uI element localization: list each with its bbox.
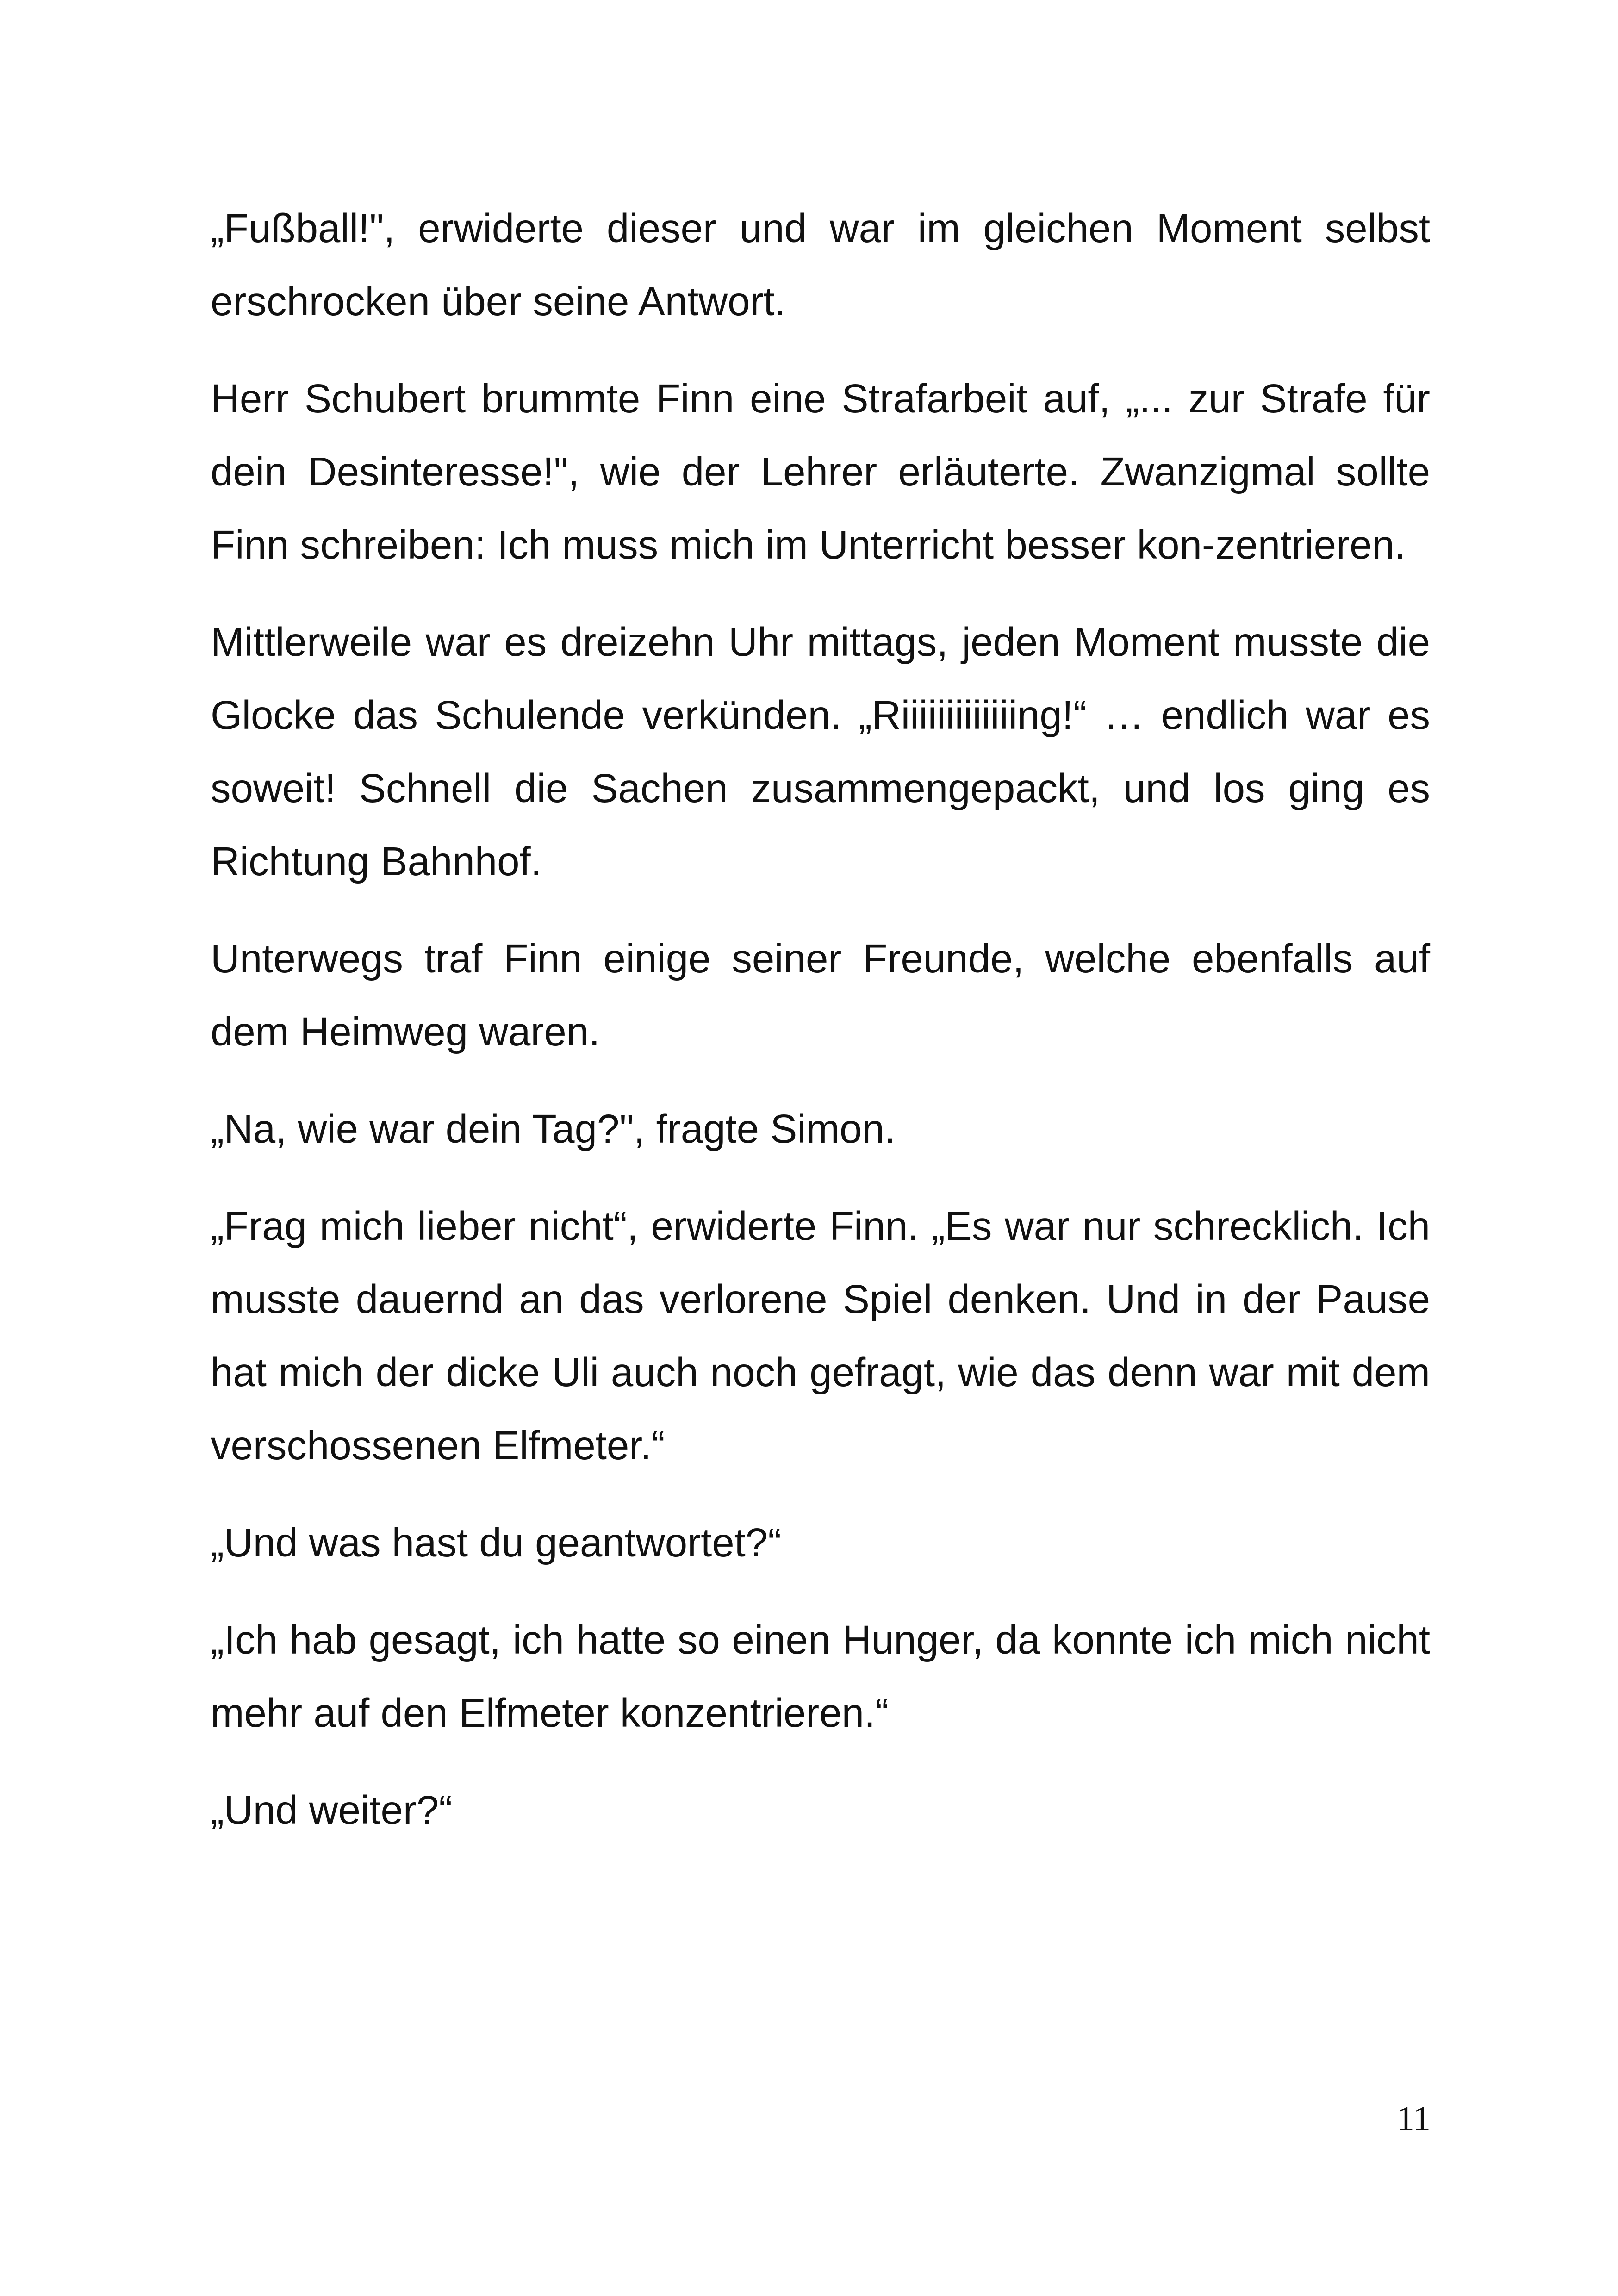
paragraph: „Frag mich lieber nicht“, erwiderte Finn. „Es war nur schrecklich. Ich musste dauernd an das verlorene Spiel denken. Und in der Pause hat mich der dicke Uli auch noch gefragt, wie das denn war mit dem verschossenen Elfmeter.“ [211,1204,1430,1468]
paragraph: Mittlerweile war es dreizehn Uhr mittags, jeden Moment musste die Glocke das Schulende verkünden. „Riiiiiiiiiiiiing!“ … endlich war es soweit! Schnell die Sachen zusammengepackt, und los ging es Richtung Bahnhof. [211,620,1430,884]
paragraph: Unterwegs traf Finn einige seiner Freunde, welche ebenfalls auf dem Heimweg waren. [211,936,1430,1054]
paragraph: „Na, wie war dein Tag?", fragte Simon. [211,1107,896,1151]
paragraph: „Und was hast du geantwortet?“ [211,1520,782,1565]
paragraph: „Fußball!", erwiderte dieser und war im gleichen Moment selbst erschrocken über seine Antwort. [211,206,1430,324]
page-number: 11 [1396,2099,1431,2138]
paragraph: „Und weiter?“ [211,1788,453,1833]
paragraph: Herr Schubert brummte Finn eine Strafarbeit auf, „... zur Strafe für dein Desinteresse!", wie der Lehrer erläuterte. Zwanzigmal sollte Finn schreiben: Ich muss mich im Unterricht besser kon-zentrieren. [211,376,1430,567]
paragraph: „Ich hab gesagt, ich hatte so einen Hunger, da konnte ich mich nicht mehr auf den Elfmeter konzentrieren.“ [211,1618,1430,1736]
body-text [211,192,1430,1871]
